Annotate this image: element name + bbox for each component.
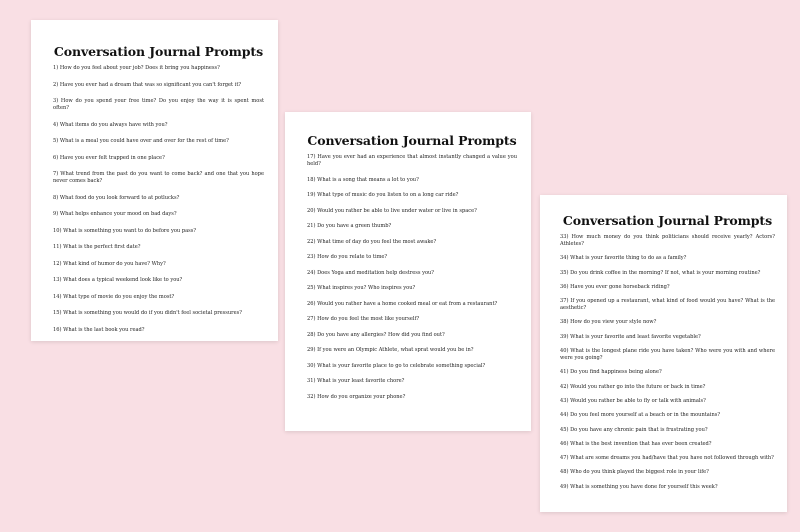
question-item: 10) What is something you want to do before you pass?	[53, 227, 197, 234]
question-item: 43) Would you rather be able to fly or talk with animals?	[560, 397, 706, 404]
question-item: 9) What helps enhance your mood on bad days?	[53, 211, 177, 217]
question-item: 49) What is something you have done for yourself this week?	[560, 483, 718, 490]
question-item: 14) What type of movie do you enjoy the most?	[53, 293, 175, 300]
question-item: 6) Have you ever felt trapped in one place?	[53, 154, 165, 161]
page-title: Conversation Journal Prompts	[53, 44, 264, 59]
question-item: 26) Would you rather have a home cooked meal or eat from a restaurant?	[307, 300, 498, 307]
question-item: 38) How do you view your style now?	[560, 319, 657, 326]
question-item: 42) Would you rather go into the future or back in time?	[560, 383, 706, 390]
journal-page-2	[285, 112, 531, 431]
question-item: 4) What items do you always have with you?	[53, 121, 168, 128]
question-item: 28) Do you have any allergies? How did you find out?	[307, 331, 445, 338]
journal-page-1	[31, 20, 278, 341]
question-item: 19) What type of music do you listen to on a long car ride?	[307, 192, 459, 198]
question-item: 33) How much money do you think politicians should receive yearly? Actors? Athletes?	[560, 234, 775, 247]
question-item: 21) Do you have a green thumb?	[307, 223, 392, 229]
question-list	[53, 65, 264, 334]
question-item: 45) Do you have any chronic pain that is frustrating you?	[560, 426, 708, 433]
question-item: 35) Do you drink coffee in the morning? If not, what is your morning routine?	[560, 269, 761, 276]
page-title: Conversation Journal Prompts	[562, 213, 773, 228]
question-item: 18) What is a song that means a lot to you?	[307, 176, 419, 183]
question-item: 25) What inspires you? Who inspires you?	[307, 285, 416, 291]
question-item: 30) What is your favorite place to go to celebrate something special?	[307, 362, 486, 369]
page-title: Conversation Journal Prompts	[307, 133, 517, 148]
question-list	[307, 154, 517, 401]
question-item: 15) What is something you would do if you didn't feel societal pressures?	[53, 310, 242, 316]
question-item: 44) Do you feel more yourself at a beach or in the mountains?	[560, 412, 721, 419]
question-item: 3) How do you spend your free time? Do you enjoy the way it is spent most often?	[53, 98, 264, 111]
question-item: 20) Would you rather be able to live under water or live in space?	[307, 207, 477, 214]
question-item: 11) What is the perfect first date?	[53, 244, 141, 250]
question-item: 24) Does Yoga and meditation help destress you?	[307, 269, 435, 276]
question-item: 39) What is your favorite and least favorite vegetable?	[560, 333, 701, 340]
question-item: 29) If you were an Olympic Athlete, what sprat would you be in?	[307, 347, 474, 353]
question-item: 47) What are some dreams you had/have that you have not followed through with?	[560, 455, 774, 462]
question-item: 22) What time of day do you feel the most awake?	[307, 238, 437, 245]
question-item: 37) If you opened up a restaurant, what kind of food would you have? What is the aesthetic?	[560, 298, 775, 312]
question-item: 23) How do you relate to time?	[307, 254, 388, 260]
question-item: 40) What is the longest plane ride you have taken? Who were you with and where were you going?	[560, 348, 775, 362]
question-item: 32) How do you organize your phone?	[307, 393, 406, 400]
question-item: 27) How do you feel the most like yourself?	[307, 316, 420, 322]
question-item: 7) What trend from the past do you want to come back? and one that you hope never comes back?	[53, 171, 264, 184]
question-item: 36) Have you ever gone horseback riding?	[560, 283, 670, 290]
question-item: 48) Who do you think played the biggest role in your life?	[560, 469, 709, 476]
question-item: 34) What is your favorite thing to do as a family?	[560, 255, 687, 262]
question-item: 2) Have you ever had a dream that was so significant you can't forget it?	[53, 81, 242, 88]
question-item: 13) What does a typical weekend look like to you?	[53, 277, 183, 283]
question-list	[560, 234, 775, 491]
question-item: 16) What is the last book you read?	[53, 326, 145, 333]
journal-page-3	[540, 195, 787, 512]
question-item: 46) What is the best invention that has ever been created?	[560, 440, 712, 447]
question-item: 31) What is your least favorite chore?	[307, 378, 405, 384]
question-item: 41) Do you find happiness being alone?	[560, 369, 662, 376]
question-item: 8) What food do you look forward to at potlucks?	[53, 194, 180, 201]
question-item: 12) What kind of humor do you have? Why?	[53, 260, 166, 267]
question-item: 5) What is a meal you could have over and over for the rest of time?	[53, 138, 229, 144]
question-item: 17) Have you ever had an experience that almost instantly changed a value you held?	[307, 154, 517, 167]
question-item: 1) How do you feel about your job? Does it bring you happiness?	[53, 65, 220, 71]
